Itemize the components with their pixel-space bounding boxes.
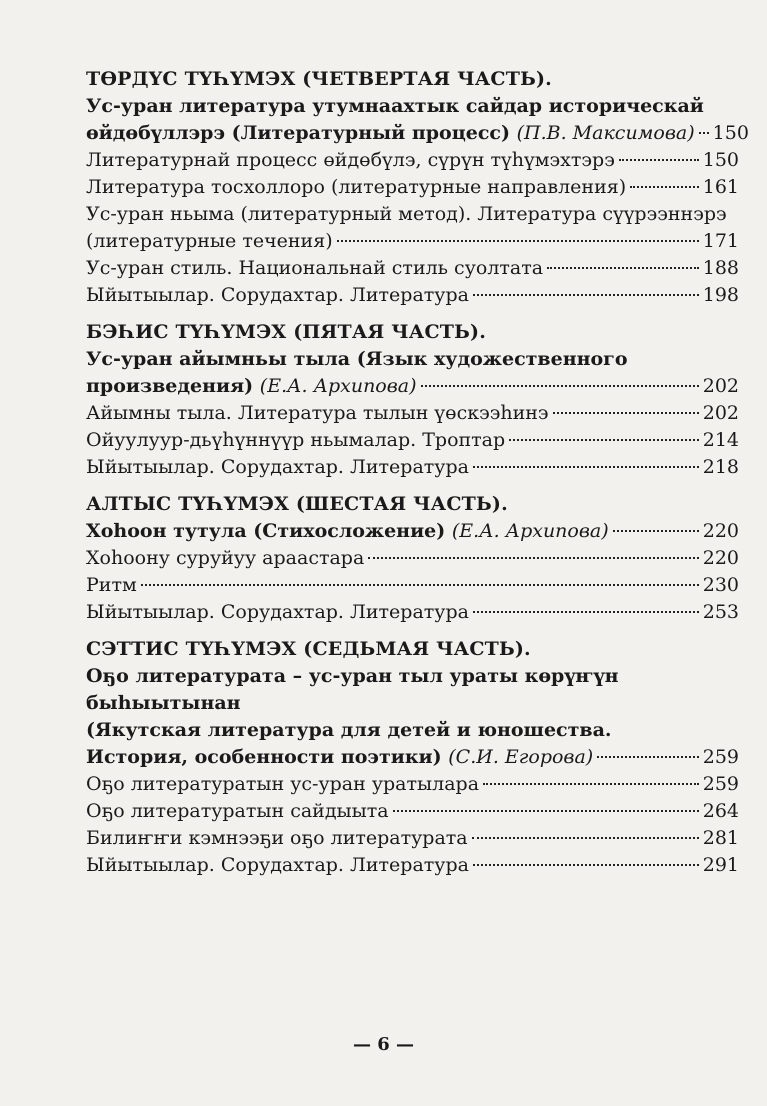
dot-leader: [630, 186, 699, 188]
toc-entry: [86, 255, 739, 282]
chapter-title-row: [86, 373, 739, 400]
table-of-contents: [86, 66, 749, 879]
dot-leader: [613, 530, 699, 532]
chapter-title-row: [86, 518, 739, 545]
part-5: [86, 319, 739, 481]
chapter-title-text: История, особенности поэтики): [86, 746, 442, 768]
toc-entry: [86, 454, 739, 481]
page-number: 291: [702, 854, 739, 876]
entry-title: Ритм: [86, 574, 137, 596]
toc-entry: [86, 282, 739, 309]
dot-leader: [393, 810, 699, 812]
page-number: 150: [702, 149, 739, 171]
page-number: 214: [702, 429, 739, 451]
dot-leader: [597, 756, 699, 758]
chapter-title-text: өйдөбүллэрэ (Литературный процесс): [86, 122, 510, 144]
chapter-title-line: (Якутская литература для детей и юношества.: [86, 719, 612, 741]
toc-entry: [86, 400, 739, 427]
dot-leader: [141, 584, 699, 586]
page-number: 220: [702, 520, 739, 542]
toc-entry: [86, 771, 739, 798]
page-number: 281: [702, 827, 739, 849]
page-number: 253: [702, 601, 739, 623]
dot-leader: [421, 385, 699, 387]
part-7: [86, 636, 739, 879]
dot-leader: [472, 837, 699, 839]
chapter-title-row: [86, 744, 739, 771]
dot-leader: [483, 783, 699, 785]
entry-title: Айымны тыла. Литература тылын үөскээһинэ: [86, 402, 549, 424]
toc-entry: [86, 852, 739, 879]
page-number: 161: [702, 176, 739, 198]
entry-title: Литература тосхоллоро (литературные направления): [86, 176, 627, 198]
dot-leader: [473, 864, 699, 866]
page-number: 198: [702, 284, 739, 306]
entry-title: Ыйытыылар. Сорудахтар. Литература: [86, 456, 469, 478]
toc-entry: [86, 572, 739, 599]
dot-leader: [473, 294, 699, 296]
page-footer-number: — 6 —: [352, 1034, 415, 1055]
toc-entry: [86, 545, 739, 572]
toc-entry: [86, 798, 739, 825]
toc-entry: [86, 427, 739, 454]
page-number: 150: [712, 122, 749, 144]
dot-leader: [473, 466, 699, 468]
entry-title: (литературные течения): [86, 230, 333, 252]
entry-title: Ус-уран стиль. Национальнай стиль суолтата: [86, 257, 544, 279]
page-number: 202: [702, 375, 739, 397]
dot-leader: [473, 611, 699, 613]
chapter-title-row: [86, 120, 749, 147]
chapter-author: (С.И. Егорова): [448, 746, 594, 768]
chapter-title-text: Хоһоон тутула (Стихосложение): [86, 520, 446, 542]
dot-leader: [337, 240, 699, 242]
toc-entry: [86, 825, 739, 852]
part-heading: АЛТЫС ТҮҺҮМЭХ (ШЕСТАЯ ЧАСТЬ).: [86, 493, 508, 515]
chapter-author: (П.В. Максимова): [516, 122, 695, 144]
dot-leader: [509, 439, 699, 441]
part-heading: ТӨРДҮС ТҮҺҮМЭХ (ЧЕТВЕРТАЯ ЧАСТЬ).: [86, 68, 552, 90]
dot-leader: [553, 412, 699, 414]
entry-title: Оҕо литературатын ус-уран уратылара: [86, 773, 480, 795]
dot-leader: [368, 557, 698, 559]
toc-entry: [86, 147, 739, 174]
page-number: 218: [702, 456, 739, 478]
part-4: [86, 66, 749, 309]
chapter-title-line: Оҕо литературата – ус-уран тыл ураты көрүҥүн быһыытынан: [86, 665, 619, 714]
chapter-author: (Е.А. Архипова): [451, 520, 609, 542]
entry-title: Ыйытыылар. Сорудахтар. Литература: [86, 854, 469, 876]
entry-title: Оҕо литературатын сайдыыта: [86, 800, 389, 822]
part-heading: СЭТТИС ТҮҺҮМЭХ (СЕДЬМАЯ ЧАСТЬ).: [86, 638, 531, 660]
dot-leader: [547, 267, 699, 269]
page-number: 202: [702, 402, 739, 424]
page-number: 171: [702, 230, 739, 252]
page-number: 230: [702, 574, 739, 596]
toc-entry: [86, 174, 739, 201]
page-number: 188: [702, 257, 739, 279]
chapter-author: (Е.А. Архипова): [259, 375, 417, 397]
page-number: 259: [702, 746, 739, 768]
dot-leader: [699, 132, 709, 134]
page-number: 259: [702, 773, 739, 795]
chapter-title-text: произведения): [86, 375, 254, 397]
dot-leader: [619, 159, 699, 161]
chapter-title-line: Ус-уран литература утумнаахтык сайдар историческай: [86, 95, 704, 117]
page-number: 264: [702, 800, 739, 822]
chapter-title-line: Ус-уран айымньы тыла (Язык художественного: [86, 348, 628, 370]
entry-title: Ойуулуур-дьүһүннүүр ньымалар. Троптар: [86, 429, 506, 451]
entry-title: Ус-уран ньыма (литературный метод). Литература сүүрээннэрэ: [86, 203, 727, 225]
entry-title: Ыйытыылар. Сорудахтар. Литература: [86, 284, 469, 306]
page-number: 220: [702, 547, 739, 569]
entry-title: Литературнай процесс өйдөбүлэ, сүрүн түһүмэхтэрэ: [86, 149, 615, 171]
entry-title: Хоһоону суруйуу араастара: [86, 547, 365, 569]
part-6: [86, 491, 739, 626]
part-heading: БЭҺИС ТҮҺҮМЭХ (ПЯТАЯ ЧАСТЬ).: [86, 321, 487, 343]
toc-entry: [86, 228, 739, 255]
entry-title: Ыйытыылар. Сорудахтар. Литература: [86, 601, 469, 623]
toc-entry: [86, 599, 739, 626]
entry-title: Билиҥҥи кэмнээҕи оҕо литературата: [86, 827, 468, 849]
